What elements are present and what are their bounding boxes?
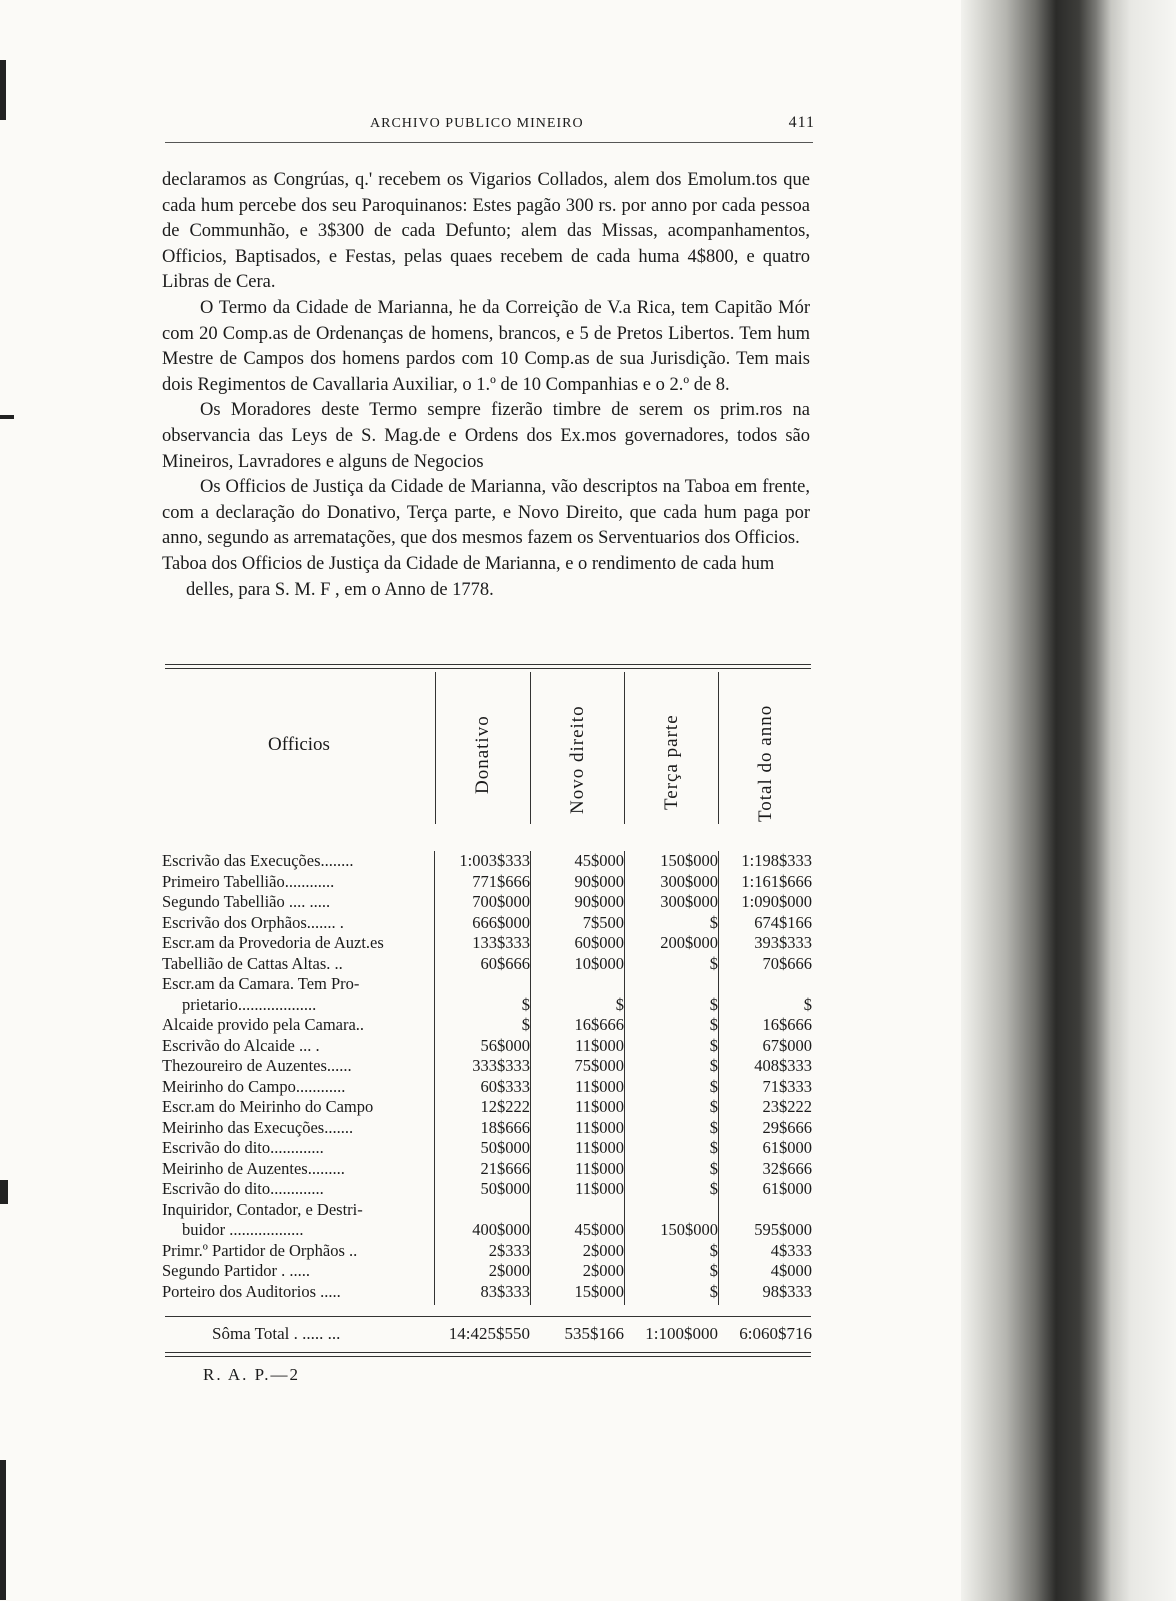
row-officio: Escrivão do dito............. <box>162 1138 324 1157</box>
table-row <box>162 851 812 870</box>
table-row <box>162 1138 812 1157</box>
table-header <box>165 672 811 824</box>
paragraph: O Termo da Cidade de Marianna, he da Correição de V.a Rica, tem Capitão Mór com 20 Comp.as de Ordenanças de homens, brancos, e 5 de Pretos Libertos. Tem hum Mestre de Campos dos homens pardos com 10 Comp.as de sua Jurisdição. Tem mais dois Regimentos de Cavallaria Auxiliar, o 1.º de 10 Companhias e o 2.º de 8. <box>162 297 810 395</box>
row-officio: Segundo Tabellião .... ..... <box>162 892 331 911</box>
cell-total-do-anno: 1:090$000 <box>741 892 812 911</box>
cell-total-do-anno: 61$000 <box>762 1179 812 1198</box>
cell-donativo: 21$666 <box>480 1158 530 1178</box>
table-row <box>162 892 812 911</box>
table-row <box>162 1056 812 1075</box>
cell-novo-direito: 11$000 <box>575 1117 624 1137</box>
table-row <box>162 1241 812 1260</box>
table-top-rule <box>165 664 811 665</box>
cell-terca-parte: $ <box>709 1035 718 1055</box>
cell-novo-direito: 11$000 <box>575 1035 624 1055</box>
cell-novo-direito: 7$500 <box>582 912 624 932</box>
cell-terca-parte: $ <box>709 1015 718 1034</box>
cell-total-do-anno: 1:161$666 <box>741 871 812 891</box>
table-row <box>162 1077 812 1096</box>
cell-total-do-anno: 1:198$333 <box>741 851 812 870</box>
cell-terca-parte: 200$000 <box>660 933 718 952</box>
total-label: Sôma Total . ..... ... <box>212 1324 341 1343</box>
cell-total-do-anno: 67$000 <box>762 1035 812 1055</box>
table-row <box>162 995 812 1014</box>
cell-terca-parte: $ <box>709 1097 718 1116</box>
cell-total-do-anno: 32$666 <box>762 1158 812 1178</box>
signature-mark: R. A. P.—2 <box>203 1365 300 1384</box>
cell-total-do-anno: 408$333 <box>754 1056 812 1075</box>
cell-donativo: 700$000 <box>472 892 530 911</box>
table-top-rule <box>165 668 811 669</box>
cell-total-do-anno: $ <box>803 994 812 1014</box>
header-officios: Officios <box>268 734 330 755</box>
row-officio: Thezoureiro de Auzentes...... <box>162 1056 352 1075</box>
row-officio: Escr.am da Camara. Tem Pro- <box>162 974 360 993</box>
cell-terca-parte: $ <box>709 1179 718 1198</box>
cell-donativo: 2$000 <box>488 1261 530 1280</box>
column-divider <box>718 672 719 824</box>
cell-novo-direito: 10$000 <box>574 953 624 973</box>
cell-terca-parte: $ <box>709 1158 718 1178</box>
cell-total-do-anno: 393$333 <box>754 933 812 952</box>
paragraph: declaramos as Congrúas, q.' recebem os Vigarios Collados, alem dos Emolum.tos que cada hum percebe dos seu Paroquinanos: Estes pagão 300 rs. por anno por cada pessoa de Communhão, e 3$300 de cada Defunto; alem das Missas, acompanhamentos, Officios, Baptisados, e Festas, pelas quaes recebem de cada huma 4$800, e quatro Libras de Cera. <box>162 170 810 293</box>
cell-total-do-anno: 23$222 <box>762 1097 812 1116</box>
cell-donativo: 60$333 <box>480 1076 530 1096</box>
book-binding-edge <box>961 0 1176 1601</box>
cell-donativo: 18$666 <box>480 1117 530 1137</box>
cell-terca-parte: $ <box>709 1261 718 1280</box>
cell-donativo: $ <box>521 994 530 1014</box>
cell-terca-parte: 300$000 <box>660 892 718 911</box>
cell-novo-direito: 11$000 <box>575 1097 624 1116</box>
column-divider <box>624 672 625 824</box>
row-officio: Inquiridor, Contador, e Destri- <box>162 1199 363 1219</box>
row-officio: Escrivão dos Orphãos....... . <box>162 912 344 932</box>
table-row <box>162 913 812 932</box>
cell-donativo: 1:003$333 <box>459 851 530 870</box>
table-caption: Taboa dos Officios de Justiça da Cidade de Marianna, e o rendimento de cada hum delles, para S. M. F , em o Anno de 1778. <box>162 553 775 600</box>
row-officio: Escrivão do dito............. <box>162 1179 324 1198</box>
cell-novo-direito: 45$000 <box>574 851 624 870</box>
table-bottom-rule <box>165 1352 811 1353</box>
total-novo-direito: 535$166 <box>564 1324 624 1343</box>
column-divider <box>435 672 436 824</box>
row-officio: Meirinho de Auzentes......... <box>162 1158 345 1178</box>
row-officio: Tabellião de Cattas Altas. .. <box>162 953 343 973</box>
row-officio: buidor .................. <box>182 1220 304 1239</box>
cell-novo-direito: 60$000 <box>574 933 624 952</box>
column-divider <box>530 672 531 824</box>
cell-total-do-anno: 4$000 <box>770 1261 812 1280</box>
row-officio: Escrivão das Execuções........ <box>162 851 354 870</box>
cell-terca-parte: $ <box>709 1281 718 1301</box>
cell-terca-parte: $ <box>709 1240 718 1260</box>
cell-total-do-anno: 595$000 <box>754 1220 812 1239</box>
cell-donativo: 2$333 <box>488 1240 530 1260</box>
table-row <box>162 974 812 993</box>
cell-terca-parte: 150$000 <box>660 851 718 870</box>
total-terca-parte: 1:100$000 <box>645 1324 718 1343</box>
cell-donativo: 333$333 <box>472 1056 530 1075</box>
total-rule <box>165 1316 811 1317</box>
cell-terca-parte: $ <box>709 994 718 1014</box>
cell-donativo: 50$000 <box>480 1179 530 1198</box>
body-text <box>162 168 810 603</box>
table-row <box>162 1015 812 1034</box>
table-row <box>162 1118 812 1137</box>
table-bottom-rule <box>165 1356 811 1357</box>
cell-donativo: $ <box>521 1015 530 1034</box>
cell-novo-direito: 45$000 <box>574 1220 624 1239</box>
running-header <box>165 116 815 136</box>
header-total-do-anno: Total do anno <box>755 704 776 822</box>
cell-donativo: 12$222 <box>480 1097 530 1116</box>
row-officio: Segundo Partidor . ..... <box>162 1261 311 1280</box>
row-officio: prietario................... <box>182 994 317 1014</box>
table-row <box>162 1179 812 1198</box>
table-row <box>162 1159 812 1178</box>
cell-donativo: 83$333 <box>480 1281 530 1301</box>
cell-donativo: 133$333 <box>472 933 530 952</box>
paragraph: Os Moradores deste Termo sempre fizerão timbre de serem os prim.ros na observancia das Leys de S. Mag.de e Ordens dos Ex.mos governadores, todos são Mineiros, Lavradores e alguns de Negocios <box>162 400 810 472</box>
row-officio: Primeiro Tabellião............ <box>162 871 335 891</box>
cell-terca-parte: $ <box>709 912 718 932</box>
cell-novo-direito: 90$000 <box>574 871 624 891</box>
table-row <box>162 872 812 891</box>
cell-novo-direito: 2$000 <box>582 1240 624 1260</box>
cell-donativo: 771$666 <box>472 871 530 891</box>
table-row <box>162 1097 812 1116</box>
cell-donativo: 400$000 <box>472 1220 530 1239</box>
row-officio: Primr.º Partidor de Orphãos .. <box>162 1240 358 1260</box>
cell-donativo: 60$666 <box>480 953 530 973</box>
total-total-do-anno: 6:060$716 <box>739 1324 812 1343</box>
table-row <box>162 1261 812 1280</box>
table-row <box>162 1220 812 1239</box>
cell-total-do-anno: 70$666 <box>762 953 812 973</box>
cell-novo-direito: 2$000 <box>582 1261 624 1280</box>
cell-terca-parte: 300$000 <box>660 871 718 891</box>
paragraph: Os Officios de Justiça da Cidade de Marianna, vão descriptos na Taboa em frente, com a declaração do Donativo, Terça parte, e Novo Direito, que cada hum paga por anno, segundo as arrematações, que dos mesmos fazem os Serventuarios dos Officios. <box>162 477 810 549</box>
header-donativo: Donativo <box>472 715 493 794</box>
page-number: 411 <box>788 114 815 131</box>
cell-terca-parte: $ <box>709 953 718 973</box>
row-officio: Alcaide provido pela Camara.. <box>162 1015 365 1034</box>
cell-novo-direito: 11$000 <box>575 1138 624 1157</box>
cell-novo-direito: 75$000 <box>574 1056 624 1075</box>
cell-terca-parte: $ <box>709 1117 718 1137</box>
row-officio: Porteiro dos Auditorios ..... <box>162 1281 341 1301</box>
cell-terca-parte: $ <box>709 1138 718 1157</box>
cell-terca-parte: 150$000 <box>660 1220 718 1239</box>
cell-total-do-anno: 674$166 <box>754 912 812 932</box>
cell-total-do-anno: 61$000 <box>762 1138 812 1157</box>
header-novo-direito: Novo direito <box>567 705 588 814</box>
scan-margin-marks <box>0 0 20 1601</box>
cell-total-do-anno: 71$333 <box>762 1076 812 1096</box>
cell-novo-direito: 11$000 <box>575 1179 624 1198</box>
table-row <box>162 933 812 952</box>
cell-total-do-anno: 98$333 <box>762 1281 812 1301</box>
table-row <box>162 1282 812 1301</box>
row-officio: Meirinho do Campo............ <box>162 1076 346 1096</box>
row-officio: Escr.am da Provedoria de Auzt.es <box>162 933 384 952</box>
cell-novo-direito: 16$666 <box>574 1015 624 1034</box>
table-row <box>162 1036 812 1055</box>
cell-novo-direito: 11$000 <box>575 1076 624 1096</box>
total-row <box>162 1322 812 1346</box>
row-officio: Escr.am do Meirinho do Campo <box>162 1097 374 1116</box>
header-rule <box>165 142 813 143</box>
cell-novo-direito: 11$000 <box>575 1158 624 1178</box>
cell-total-do-anno: 16$666 <box>762 1015 812 1034</box>
cell-donativo: 50$000 <box>480 1138 530 1157</box>
table-row <box>162 954 812 973</box>
total-donativo: 14:425$550 <box>448 1324 530 1343</box>
cell-novo-direito: 15$000 <box>574 1281 624 1301</box>
cell-donativo: 56$000 <box>480 1035 530 1055</box>
row-officio: Escrivão do Alcaide ... . <box>162 1035 320 1055</box>
cell-terca-parte: $ <box>709 1076 718 1096</box>
cell-total-do-anno: 4$333 <box>770 1240 812 1260</box>
cell-donativo: 666$000 <box>472 912 530 932</box>
cell-novo-direito: $ <box>615 994 624 1014</box>
table-row <box>162 1200 812 1219</box>
row-officio: Meirinho das Execuções....... <box>162 1117 354 1137</box>
header-terca-parte: Terça parte <box>661 714 682 810</box>
header-title: ARCHIVO PUBLICO MINEIRO <box>370 116 584 131</box>
cell-novo-direito: 90$000 <box>574 892 624 911</box>
cell-terca-parte: $ <box>709 1056 718 1075</box>
cell-total-do-anno: 29$666 <box>762 1117 812 1137</box>
